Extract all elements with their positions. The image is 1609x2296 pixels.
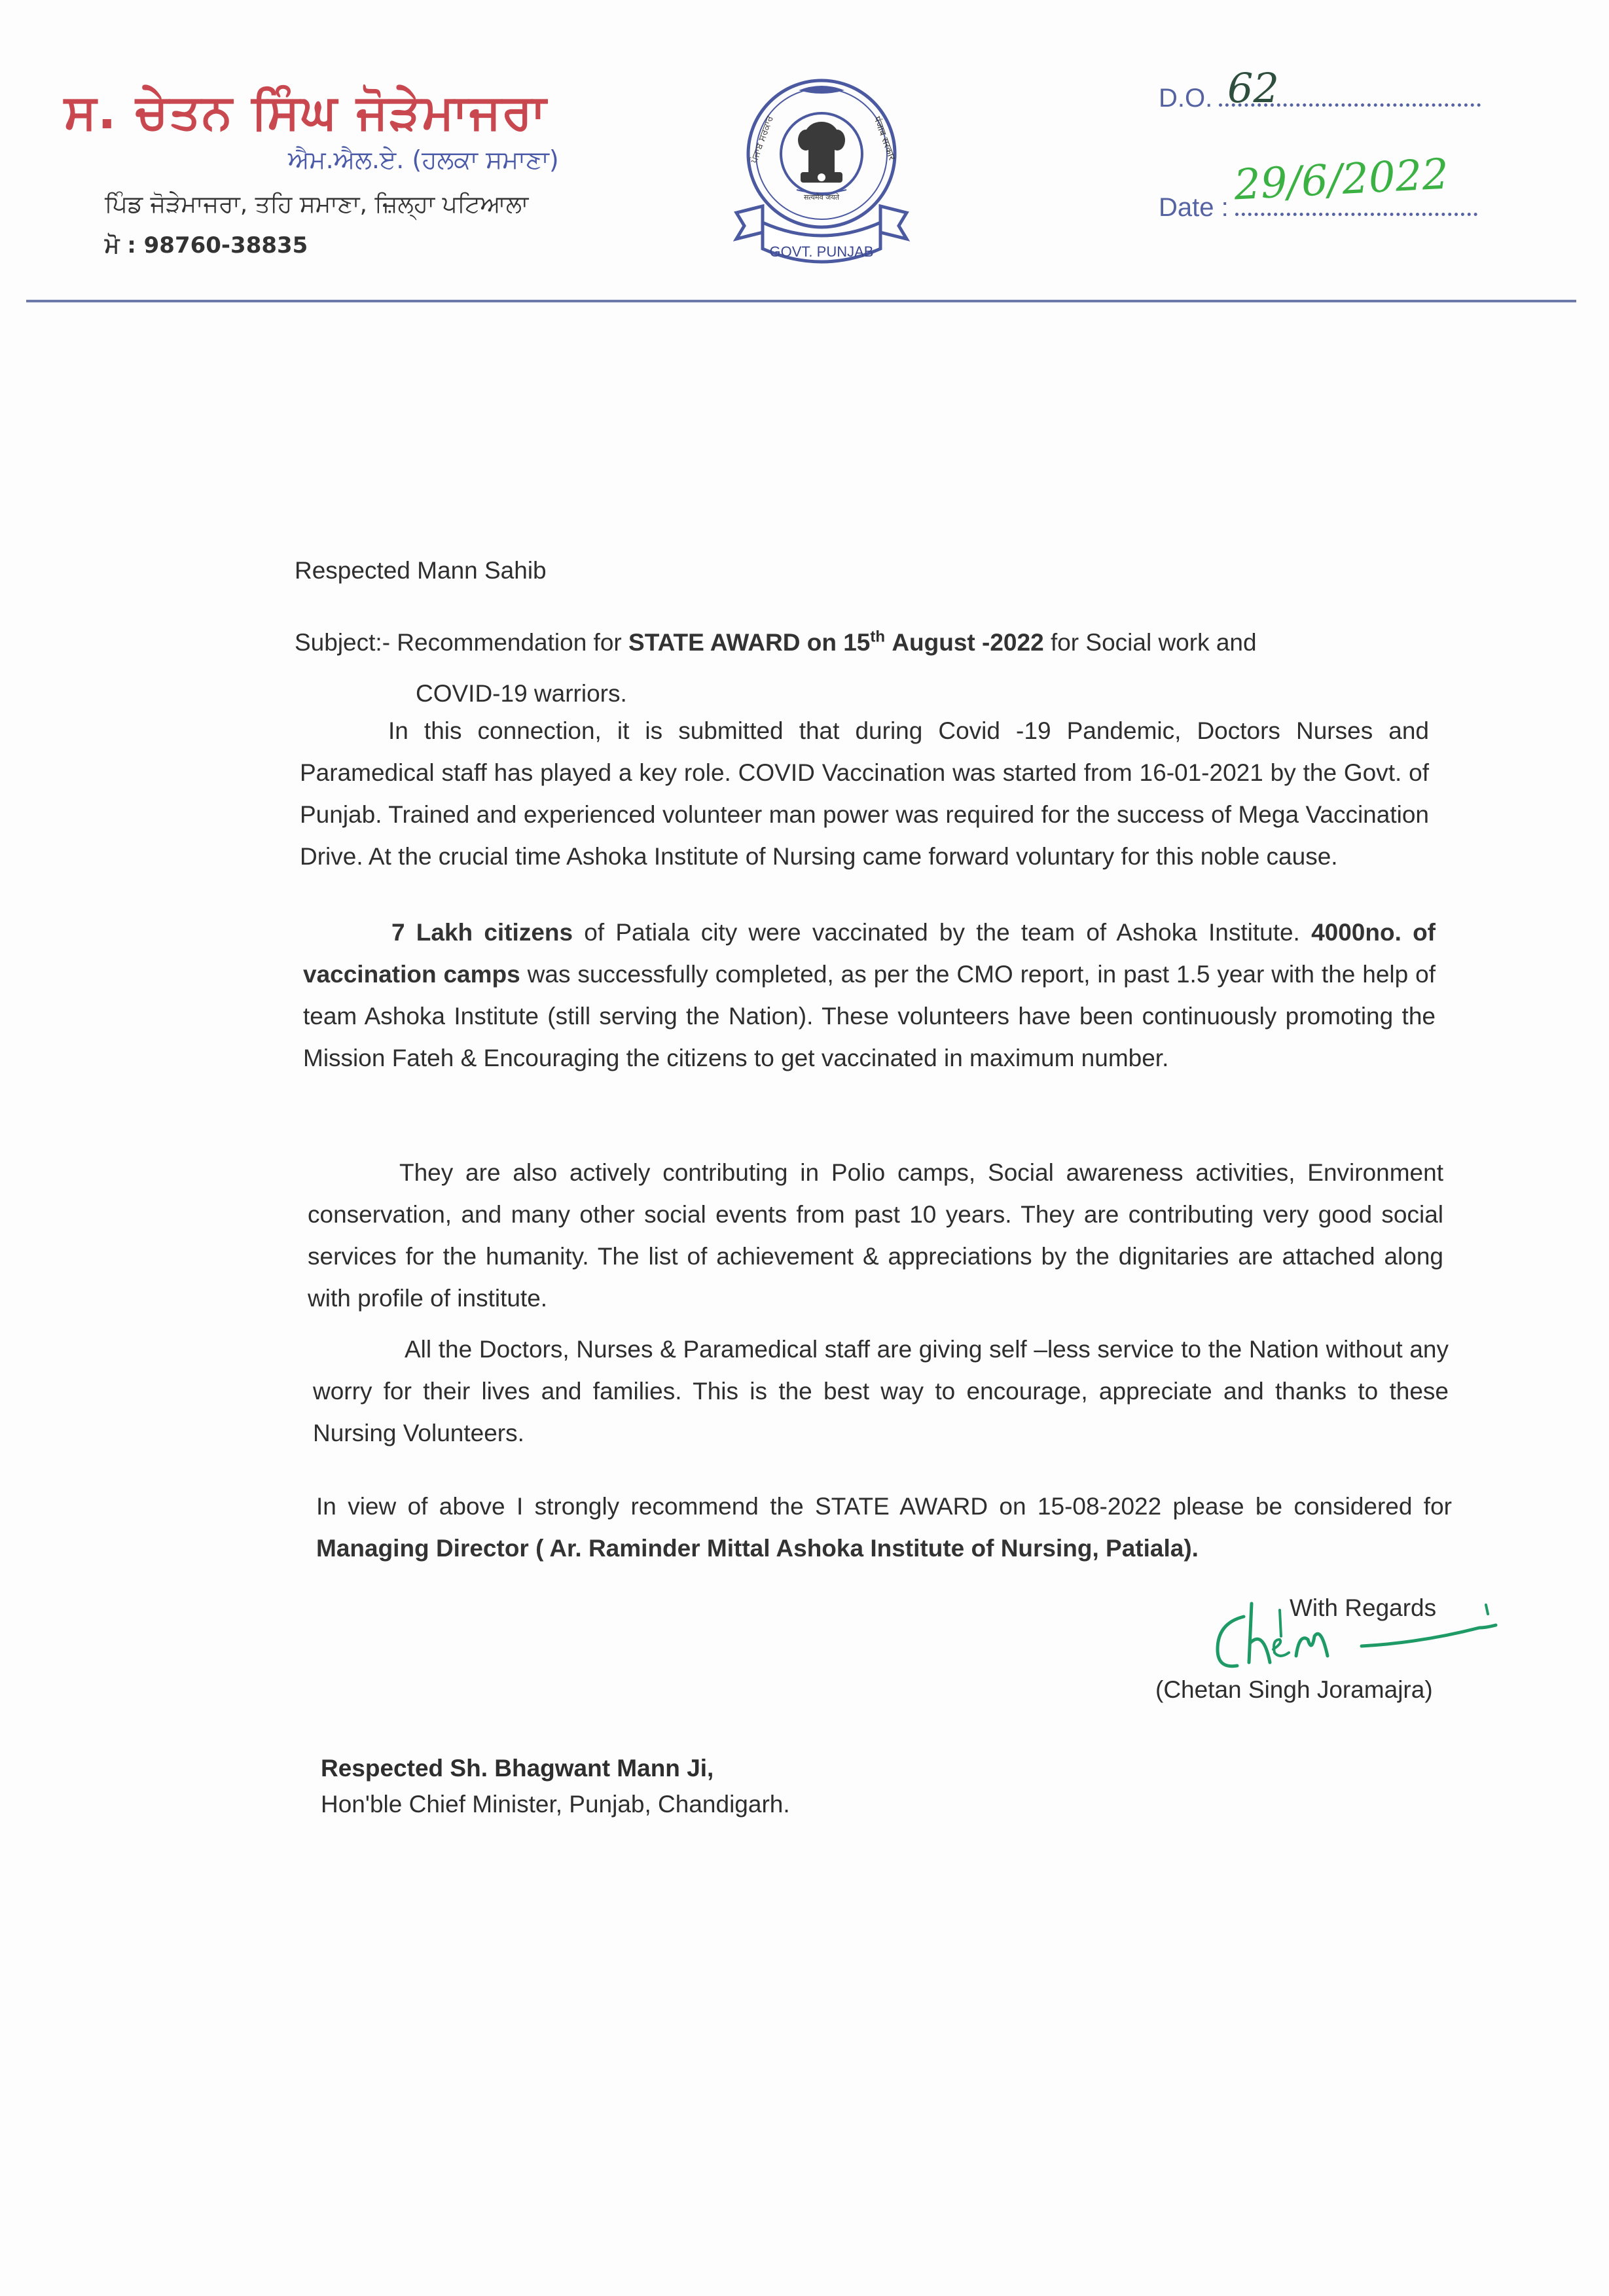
emblem-banner-text: GOVT. PUNJAB: [769, 243, 874, 260]
paragraph-2-text-2: was successfully completed, as per the CMO report, in past 1.5 year with the help of team Ashoka Institute (still serving the Nation). These volunteers have been continuously promoting the Mission Fateh & Encouraging the citizens to get vaccinated in maximum number.: [303, 961, 1436, 1071]
emblem-motto: सत्यमेव जयते: [803, 193, 840, 202]
subject-bold-2: August -2022: [892, 629, 1044, 656]
paragraph-2-bold-1: 7 Lakh citizens: [391, 919, 573, 946]
subject-bold-1: STATE AWARD on 15: [628, 629, 871, 656]
paragraph-5: [316, 1486, 1452, 1570]
closing: With Regards: [1290, 1594, 1437, 1621]
subject-superscript: th: [870, 628, 886, 646]
letterhead-name: ਸ. ਚੇਤਨ ਸਿੰਘ ਜੋੜੇਮਾਜਰਾ: [64, 84, 548, 140]
date-label: Date :: [1159, 193, 1229, 222]
addressee-title: Hon'ble Chief Minister, Punjab, Chandigarh.: [321, 1791, 790, 1818]
paragraph-2-bold-2: 4000no. of vaccination camps: [303, 919, 1436, 988]
do-number-handwritten: 62: [1227, 64, 1279, 112]
letterhead-address: ਪਿੰਡ ਜੋੜੇਮਾਜਰਾ, ਤਹਿ ਸਮਾਣਾ, ਜ਼ਿਲ੍ਹਾ ਪਟਿਆਲਾ: [105, 191, 529, 218]
subject-line-2: COVID-19 warriors.: [416, 680, 627, 707]
paragraph-4-text: All the Doctors, Nurses & Paramedical staff are giving self –less service to the Nation without any worry for their lives and families. This is the best way to encourage, appreciate and thanks to these Nursing Volunteers.: [313, 1336, 1449, 1446]
do-label: D.O.: [1159, 84, 1213, 113]
paragraph-1: [300, 710, 1429, 878]
paragraph-5-bold: Managing Director ( Ar. Raminder Mittal Ashoka Institute of Nursing, Patiala).: [316, 1535, 1199, 1562]
paragraph-1-text: In this connection, it is submitted that during Covid -19 Pandemic, Doctors Nurses and Paramedical staff has played a key role. COVID Vaccination was started from 16-01-2021 by the Govt. of Punjab. Trained and experienced volunteer man power was required for the success of Mega Vaccination Drive. At the crucial time Ashoka Institute of Nursing came forward voluntary for this noble cause.: [300, 717, 1429, 870]
do-number-field: [1159, 84, 1481, 113]
paragraph-2-text-1: of Patiala city were vaccinated by the team of Ashoka Institute.: [584, 919, 1300, 946]
paragraph-5-text: In view of above I strongly recommend the STATE AWARD on 15-08-2022 please be considered for: [316, 1493, 1452, 1520]
letterhead-phone: ਮੋ : 98760-38835: [105, 232, 308, 259]
date-handwritten: 29/6/2022: [1233, 150, 1450, 210]
subject-text-1: Recommendation for: [397, 629, 622, 656]
subject-text-2: for Social work and: [1050, 629, 1257, 656]
emblem-ring-left: ਪੰਜਾਬ ਸਰਕਾਰ: [748, 114, 776, 165]
subject-line: [295, 622, 1427, 664]
emblem-graphic: [723, 65, 920, 275]
header-divider: [26, 300, 1576, 302]
letterhead-designation: ਐਮ.ਐਲ.ਏ. (ਹਲਕਾ ਸਮਾਣਾ): [288, 145, 559, 174]
paragraph-3: [308, 1152, 1443, 1319]
paragraph-2: [303, 912, 1436, 1079]
paragraph-3-text: They are also actively contributing in Polio camps, Social awareness activities, Environment conservation, and many other social events from past 10 years. They are contributing very good social services for the humanity. The list of achievement & appreciations by the dignitaries are attached along with profile of institute.: [308, 1159, 1443, 1312]
signatory-name: (Chetan Singh Joramajra): [1155, 1676, 1433, 1703]
emblem-ring-right: पंजाब सरकार: [871, 115, 897, 162]
paragraph-4: [313, 1329, 1449, 1454]
salutation: Respected Mann Sahib: [295, 557, 547, 584]
subject-label: Subject:-: [295, 629, 391, 656]
govt-punjab-emblem-icon: [723, 65, 920, 275]
addressee-name: Respected Sh. Bhagwant Mann Ji,: [321, 1755, 714, 1782]
